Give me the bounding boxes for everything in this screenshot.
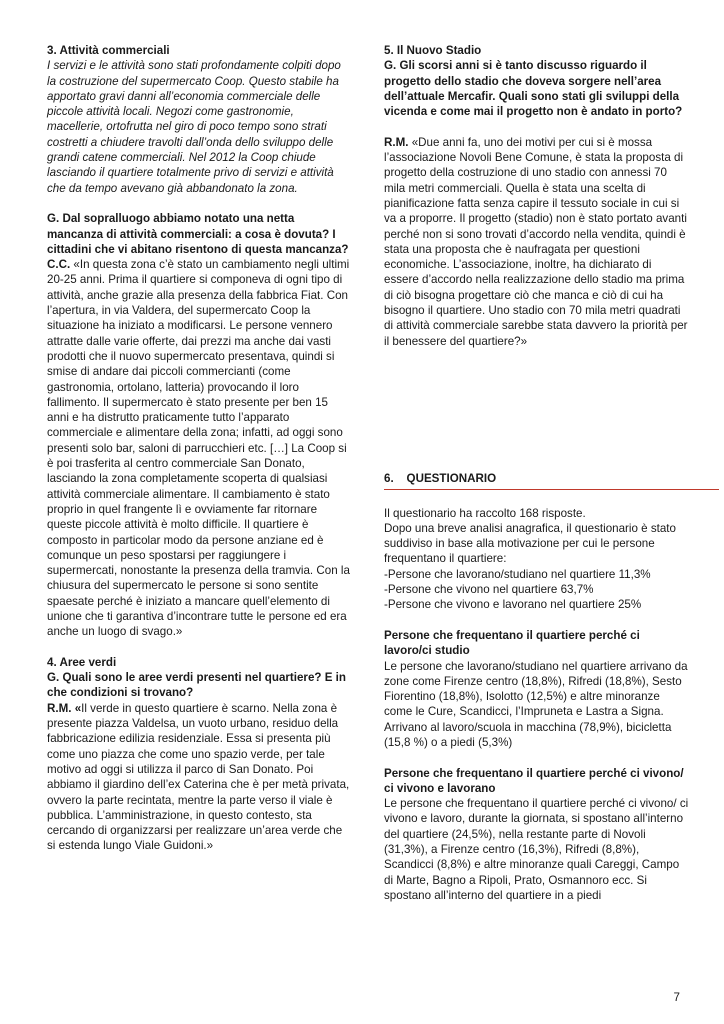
section-6-intro: Il questionario ha raccolto 168 risposte. bbox=[384, 506, 586, 520]
section-6-list-item: -Persone che vivono nel quartiere 63,7% bbox=[384, 583, 594, 597]
section-5-heading: 5. Il Nuovo Stadio bbox=[384, 44, 482, 57]
section-3-speaker: C.C. bbox=[47, 258, 71, 272]
section-3-answer: «In questa zona c’è stato un cambiamento negli ultimi 20-25 anni. Prima il quartiere si componeva di ogni tipo di attività, anche grazie alla presenza della fabbrica Fiat. Con l’apertura, in via Valdera, del supermercato Coop la situazione ha iniziato a modificarsi. Le persone vennero attratte dalle varie offerte, dai prezzi ma anche dai vasti prodotti che il nuovo supermercato presentava, quindi si smise di andare dai piccoli commercianti (come gastronomia, ortolano, latteria) provocando il loro fallimento. Il supermercato è stato presente per ben 15 anni e ha distrutto praticamente tutto l’apparato commerciale e alimentare della zona; infatti, ad oggi sono presenti solo bar, saloni di parrucchieri etc. […] La Coop si è poi trasferita al centro commerciale San Donato, lasciando la zona completamente scoperta di qualsiasi attività commerciale alimentare. Il cambiamento è stato proprio in quel frangente lì e ovviamente far ritornare queste piccole attività è molto difficile. Il quartiere è composto in particolar modo da persone anziane ed è comunque un peso spostarsi per raggiungere i supermercati, nonostante la presenza della tramvia. Con la chiusura del supermercato le persone si sono sentite spaesate perché è iniziato a mancare quell’elemento di unione che ti garantiva d’incontrare tutte le persone ed era anche un luogo di svago.» bbox=[47, 258, 350, 639]
page-number: 7 bbox=[673, 991, 680, 1004]
section-4-heading: 4. Aree verdi bbox=[47, 655, 117, 669]
section-6-description: Dopo una breve analisi anagrafica, il questionario è stato suddiviso in base alla motivazione per cui le persone frequentano il quartiere: bbox=[384, 521, 676, 566]
section-3-answer-paragraph bbox=[47, 257, 352, 639]
section-6-heading: 6. QUESTIONARIO bbox=[384, 471, 719, 490]
section-3-intro: I servizi e le attività sono stati profondamente colpiti dopo la costruzione del supermercato Coop. Questo stabile ha apportato gravi danni all’economia commerciale delle piccole attività locali. Negozi come gastronomie, macellerie, ortofrutta nel giro di poco tempo sono strati costretti a chiudere travolti dall’onda dello sviluppo delle grandi catene commerciali. Nel 2012 la Coop chiude lasciando il quartiere totalmente privo di servizi e attività che da tempo avevano già abbandonato la zona. bbox=[47, 59, 341, 195]
section-5-question: G. Gli scorsi anni si è tanto discusso riguardo il progetto dello stadio che doveva sorgere nell’area dell’attuale Mercafir. Quali sono stati gli sviluppi della vicenda e come mai il progetto non è andato in porto? bbox=[384, 59, 683, 119]
section-5-answer-paragraph bbox=[384, 135, 689, 349]
section-3-heading: 3. Attività commerciali bbox=[47, 44, 170, 57]
section-4-answer: Il verde in questo quartiere è scarno. Nella zona è presente piazza Valdelsa, un vuoto urbano, residuo della fabbricazione edilizia residenziale. Essa si presenta più come uno piazza che come uno spazio verde, per tale motivo ad oggi si utilizza il parco di San Donato. Poi abbiamo il giardino dell’ex Caterina che è per metà privata, ovvero la parte recintata, mentre la parte verso il viale è pubblica. L’amministrazione, in questo contesto, sta cercando di organizzarsi per realizzare un’area verde che si estenda lungo Viale Guidoni.» bbox=[47, 701, 350, 853]
subsection-2-heading: Persone che frequentano il quartiere perché ci vivono/ ci vivono e lavorano bbox=[384, 766, 684, 795]
section-6-list-item: -Persone che vivono e lavorano nel quartiere 25% bbox=[384, 598, 642, 612]
subsection-2-text: Le persone che frequentano il quartiere perché ci vivono/ ci vivono e lavoro, durante la giornata, si spostano all’interno del quartiere (24,5%), nella restante parte di Novoli (31,3%), a Firenze centro (16,3%), Rifredi (8,8%), Scandicci (8,8%) e altre minoranze quali Careggi, Campo di Marte, Bagno a Ripoli, Prato, Osmannoro ecc. Si spostano all’interno del quartiere in a piedi bbox=[384, 797, 689, 902]
right-column bbox=[384, 43, 689, 903]
subsection-1-text: Le persone che lavorano/studiano nel quartiere arrivano da zone come Firenze centro (18,8%), Rifredi (18,8%), Sesto Fiorentino (18,8%), Isolotto (12,5%) e altre minoranze come le Cure, Scandicci, l’Impruneta e Lastra a Signa. Arrivano al lavoro/scuola in macchina (78,9%), bicicletta (15,8 %) o a piedi (5,3%) bbox=[384, 659, 688, 749]
left-column bbox=[47, 43, 352, 854]
subsection-1-heading: Persone che frequentano il quartiere perché ci lavoro/ci studio bbox=[384, 628, 640, 658]
section-3-question: G. Dal sopralluogo abbiamo notato una netta mancanza di attività commerciali: a cosa è dovuta? I cittadini che vi abitano risentono di questa mancanza? bbox=[47, 212, 349, 256]
section-4-speaker: R.M. « bbox=[47, 701, 82, 715]
section-6-list-item: -Persone che lavorano/studiano nel quartiere 11,3% bbox=[384, 567, 651, 581]
section-5-speaker: R.M. bbox=[384, 135, 409, 149]
section-4-question: G. Quali sono le aree verdi presenti nel quartiere? E in che condizioni si trovano? bbox=[47, 671, 346, 700]
section-5-answer: «Due anni fa, uno dei motivi per cui si è mossa l’associazione Novoli Bene Comune, è stata la proposta di progetto della costruzione di uno stadio con annessi 70 mila metri commerciali. Quella è stata una scelta di pianificazione fatta senza capire il tessuto sociale in cui si va a proporre. Il progetto (stadio) non è stato portato avanti perché non si sono trovati d’accordo nella vendita, quindi è stata una proposta che è naufragata per questioni economiche. L’associazione, inoltre, ha dichiarato di essere d’accordo nella realizzazione dello stadio ma prima di ciò bisogna progettare ciò che manca e ciò di cui ha bisogno il quartiere. Uno stadio con 70 mila metri quadrati di attività commerciale sarebbe stata davvero la priorità per il benessere del quartiere?» bbox=[384, 135, 688, 348]
section-4-answer-paragraph bbox=[47, 701, 352, 854]
